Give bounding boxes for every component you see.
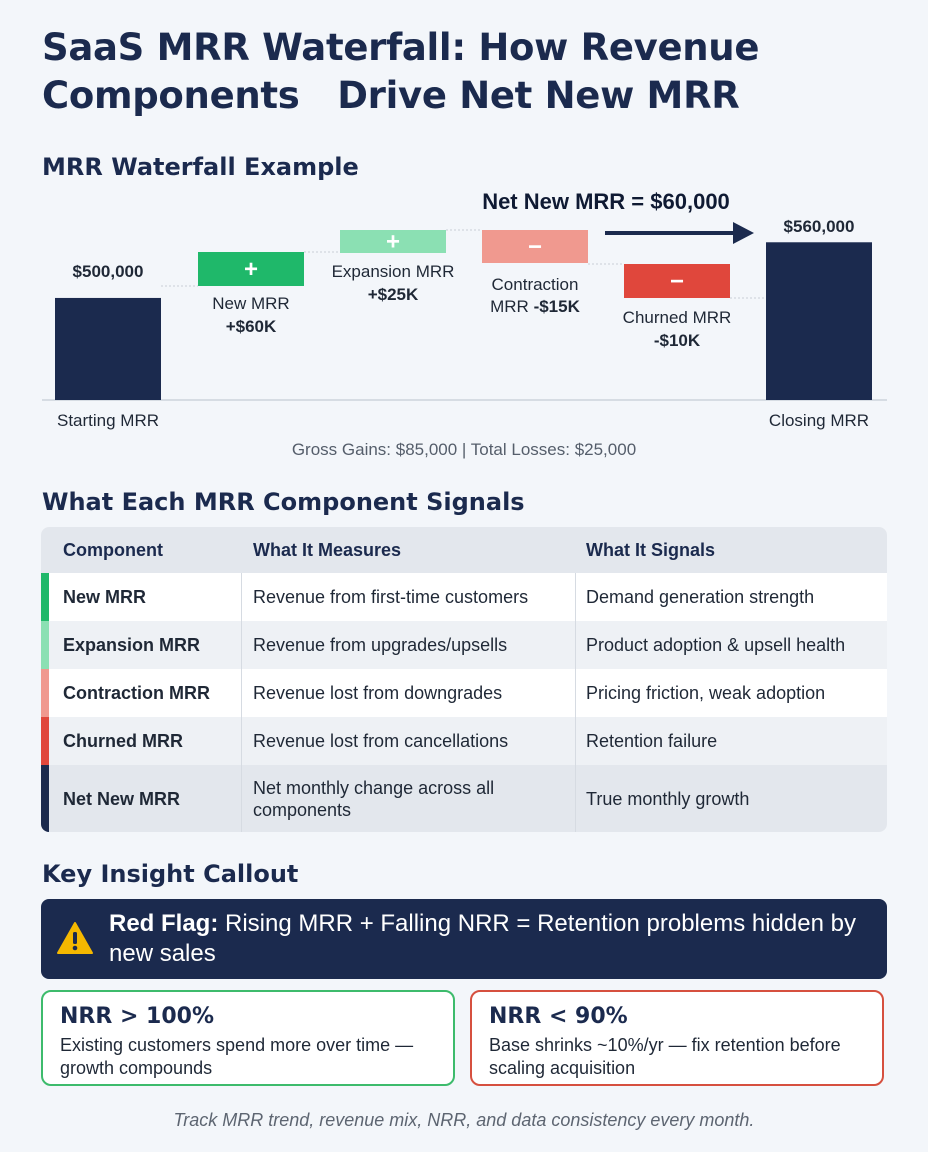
cell-measures: Revenue lost from downgrades bbox=[253, 683, 503, 703]
red-flag-label: Red Flag: bbox=[109, 910, 219, 937]
warning-icon bbox=[56, 921, 94, 955]
red-flag-message: Rising MRR + Falling NRR = Retention problems hidden by new sales bbox=[109, 910, 856, 967]
column-divider bbox=[575, 573, 576, 832]
table-row bbox=[41, 573, 887, 621]
cell-component: Contraction MRR bbox=[63, 683, 210, 703]
bar-sign-symbol: + bbox=[243, 256, 259, 283]
value-label-starting: $500,000 bbox=[72, 262, 144, 281]
cell-measures: Net monthly change across all components bbox=[253, 777, 495, 820]
step-label-value: +$60K bbox=[225, 317, 277, 336]
category-label-starting: Starting MRR bbox=[56, 411, 160, 430]
category-label-closing: Closing MRR bbox=[768, 411, 870, 430]
nrr-low-body: Base shrinks ~10%/yr — fix retention before scaling acquisition bbox=[489, 1035, 841, 1078]
step-label-name: New MRR bbox=[212, 294, 290, 313]
red-flag-text bbox=[109, 909, 869, 969]
row-color-stripe bbox=[41, 717, 49, 765]
title-line-1: SaaS MRR Waterfall: How Revenue bbox=[42, 26, 760, 69]
cell-signals: Pricing friction, weak adoption bbox=[586, 683, 826, 703]
header-measures: What It Measures bbox=[253, 540, 402, 560]
signals-heading: What Each MRR Component Signals bbox=[42, 488, 525, 516]
row-color-stripe bbox=[41, 621, 49, 669]
red-flag-callout bbox=[41, 899, 887, 979]
gains-summary: Gross Gains: $85,000 | Total Losses: $25,000 bbox=[291, 440, 637, 459]
net-new-annotation: Net New MRR = $60,000 bbox=[482, 189, 730, 214]
table-header-row bbox=[41, 527, 887, 573]
header-component: Component bbox=[63, 540, 163, 560]
table-row bbox=[41, 717, 887, 765]
cell-component: Net New MRR bbox=[63, 788, 181, 809]
cell-measures: Revenue from first-time customers bbox=[253, 587, 529, 607]
waterfall-bar-closing bbox=[766, 242, 872, 400]
step-label-value: +$25K bbox=[367, 285, 419, 304]
cell-signals: Retention failure bbox=[586, 731, 718, 751]
column-divider bbox=[241, 573, 242, 832]
bar-sign-symbol: + bbox=[385, 228, 401, 256]
bar-sign-symbol: − bbox=[527, 233, 543, 261]
cell-signals: Product adoption & upsell health bbox=[586, 635, 846, 655]
header-signals: What It Signals bbox=[586, 540, 716, 560]
row-color-stripe bbox=[41, 573, 49, 621]
cell-component: Churned MRR bbox=[63, 731, 183, 751]
title-line-2: Components Drive Net New MRR bbox=[42, 74, 740, 117]
net-arrow-head bbox=[733, 222, 754, 244]
cell-component: New MRR bbox=[63, 587, 147, 607]
signals-table bbox=[41, 527, 887, 832]
insight-heading: Key Insight Callout bbox=[42, 860, 299, 888]
nrr-low-title: NRR < 90% bbox=[489, 1004, 628, 1029]
waterfall-chart bbox=[0, 185, 928, 440]
cell-signals: Demand generation strength bbox=[586, 587, 815, 607]
cell-measures: Revenue lost from cancellations bbox=[253, 731, 509, 751]
cell-component: Expansion MRR bbox=[63, 635, 201, 655]
table-row bbox=[41, 621, 887, 669]
step-label-name: Contraction bbox=[491, 275, 579, 294]
table-row bbox=[41, 765, 887, 832]
row-color-stripe bbox=[41, 669, 49, 717]
footer-note: Track MRR trend, revenue mix, NRR, and data consistency every month. bbox=[173, 1110, 755, 1130]
nrr-high-title: NRR > 100% bbox=[60, 1004, 215, 1029]
row-color-stripe bbox=[41, 765, 49, 832]
waterfall-bar-starting bbox=[55, 298, 161, 400]
bar-sign-symbol: − bbox=[669, 268, 685, 295]
waterfall-heading: MRR Waterfall Example bbox=[42, 153, 359, 181]
step-label-name: Churned MRR bbox=[622, 308, 732, 327]
table-row bbox=[41, 669, 887, 717]
page-title bbox=[42, 24, 902, 120]
nrr-high-body: Existing customers spend more over time — growth compounds bbox=[60, 1035, 414, 1078]
nrr-low-card bbox=[470, 990, 884, 1086]
step-label-name: Expansion MRR bbox=[331, 262, 455, 281]
value-label-closing: $560,000 bbox=[783, 217, 855, 236]
cell-signals: True monthly growth bbox=[586, 788, 750, 809]
cell-measures: Revenue from upgrades/upsells bbox=[253, 635, 508, 655]
step-label-value: MRR -$15K bbox=[490, 297, 580, 316]
step-label-value: -$10K bbox=[653, 331, 701, 350]
nrr-high-card bbox=[41, 990, 455, 1086]
